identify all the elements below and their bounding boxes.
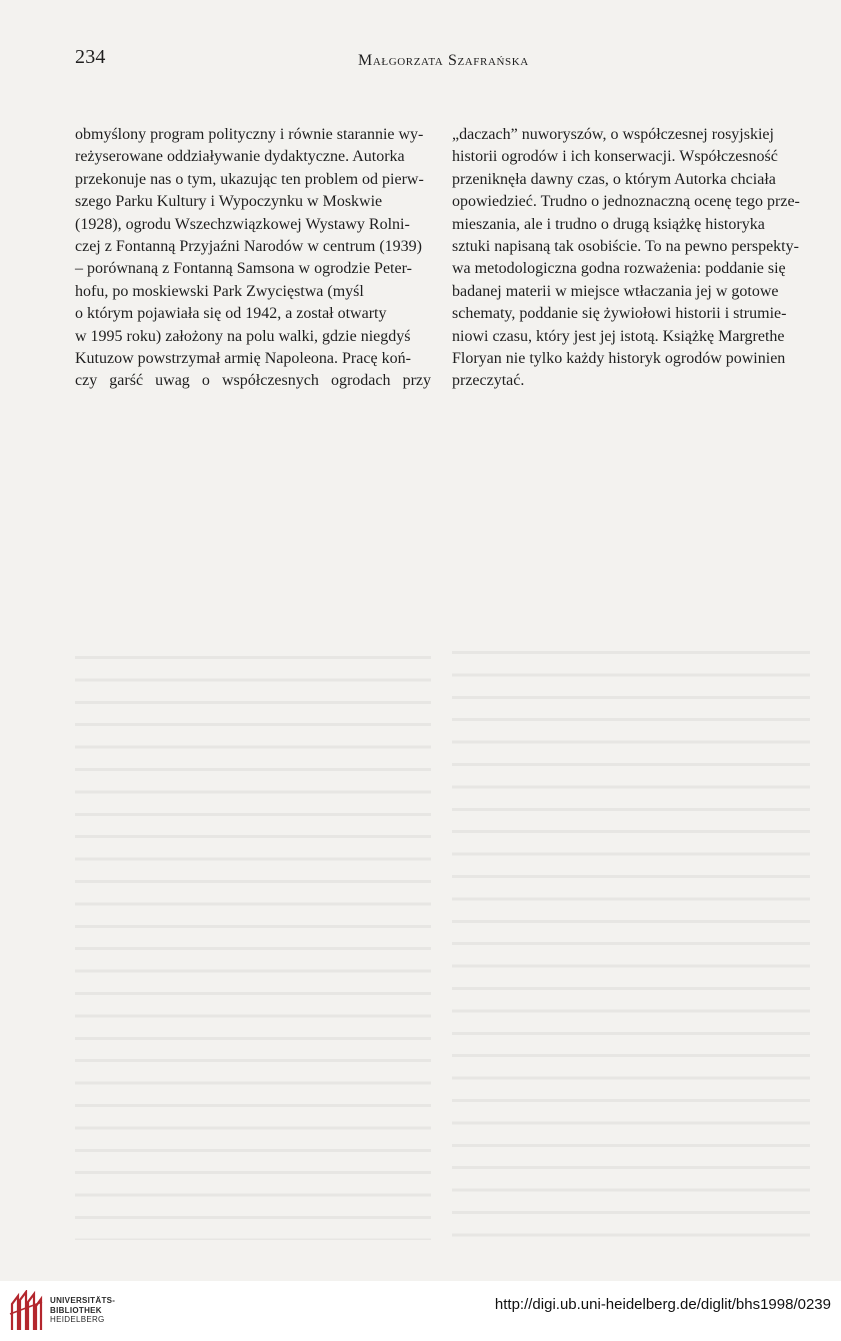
- text-line: przekonuje nas o tym, ukazując ten problem od pierw-: [75, 170, 424, 188]
- page-number: 234: [75, 46, 106, 68]
- text-line: przeczytać.: [452, 372, 525, 390]
- text-line: obmyślony program polityczny i równie starannie wy-: [75, 126, 424, 143]
- text-line: mieszania, ale i trudno o drugą książkę historyka: [452, 215, 765, 233]
- library-name: [50, 1296, 115, 1325]
- text-line: badanej materii w miejsce wtłaczania jej w gotowe: [452, 282, 779, 300]
- library-name-line: BIBLIOTHEK: [50, 1305, 102, 1315]
- left-text-column: [75, 124, 431, 393]
- text-line: sztuki napisaną tak osobiście. To na pewno perspekty-: [452, 238, 799, 256]
- text-line: „daczach” nuworyszów, o współczesnej rosyjskiej: [452, 126, 774, 143]
- running-head: Małgorzata Szafrańska: [358, 52, 529, 69]
- text-line: Kutuzow powstrzymał armię Napoleona. Pracę koń-: [75, 350, 411, 368]
- text-line: czy garść uwag o współczesnych ogrodach przy: [75, 372, 431, 390]
- source-url: http://digi.ub.uni-heidelberg.de/diglit/bhs1998/0239: [494, 1296, 831, 1313]
- text-line: niowi czasu, który jest jej istotą. Książkę Margrethe: [452, 327, 785, 345]
- show-through-text-left: [75, 645, 431, 1240]
- library-name-line: UNIVERSITÄTS-: [50, 1296, 116, 1305]
- text-line: szego Parku Kultury i Wypoczynku w Moskwie: [75, 193, 383, 211]
- text-line: (1928), ogrodu Wszechzwiązkowej Wystawy Rolni-: [75, 215, 410, 233]
- text-line: opowiedzieć. Trudno o jednoznaczną ocenę tego prze-: [452, 193, 800, 211]
- show-through-text-right: [452, 640, 810, 1240]
- library-name-line: HEIDELBERG: [50, 1315, 105, 1324]
- text-line: przeniknęła dawny czas, o którym Autorka chciała: [452, 170, 776, 188]
- text-line: – porównaną z Fontanną Samsona w ogrodzie Peter-: [75, 260, 412, 278]
- text-line: schematy, poddanie się żywiołowi historii i strumie-: [452, 305, 787, 323]
- text-line: historii ogrodów i ich konserwacji. Współczesność: [452, 148, 778, 166]
- text-line: hofu, po moskiewski Park Zwycięstwa (myśl: [75, 282, 364, 300]
- text-line: czej z Fontanną Przyjaźni Narodów w centrum (1939): [75, 238, 422, 256]
- text-line: w 1995 roku) założony na polu walki, gdzie niegdyś: [75, 327, 411, 345]
- text-line: o którym pojawiała się od 1942, a został otwarty: [75, 305, 387, 323]
- text-line: reżyserowane oddziaływanie dydaktyczne. Autorka: [75, 148, 405, 166]
- text-line: wa metodologiczna godna rozważenia: poddanie się: [452, 260, 786, 278]
- right-text-column: [452, 124, 808, 393]
- ub-heidelberg-logo-icon: [8, 1290, 44, 1332]
- digitization-footer: [0, 1281, 841, 1341]
- text-line: Floryan nie tylko każdy historyk ogrodów powinien: [452, 350, 786, 368]
